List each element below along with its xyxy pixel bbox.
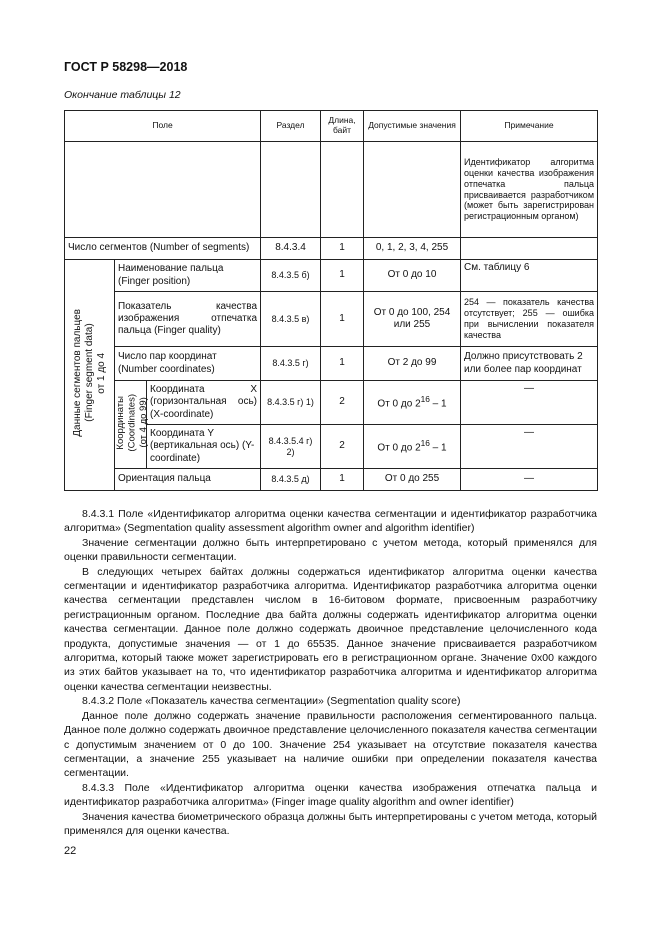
cell-field: Наименование пальца (Finger position) <box>115 260 261 292</box>
allowed-base: От 0 до 2 <box>377 442 421 454</box>
cell-field: Координата Y (вертикальная ось) (Y-coordinate) <box>147 425 261 469</box>
header-note: Примечание <box>461 111 598 142</box>
table-row <box>65 381 598 425</box>
cell-allowed: 0, 1, 2, 3, 4, 255 <box>364 238 461 260</box>
table-caption: Окончание таблицы 12 <box>64 89 181 101</box>
paragraph: Данное поле должно содержать значение правильности расположения сегментированного пальца. Данное поле должно содержать двоичное представление целочисленного показателя качества сегментации с допустимым значением от 0 до 100. Значение 254 указывает на отсутствие показателя качества сегментации, а значение 255 указывает на наличие ошибки при определении показателя качества сегментации. <box>64 709 597 780</box>
cell-length: 1 <box>321 292 364 347</box>
cell-note-empty <box>461 238 598 260</box>
cell-allowed <box>364 381 461 425</box>
cell-allowed <box>364 425 461 469</box>
cell-length: 1 <box>321 347 364 381</box>
paragraph: Значение сегментации должно быть интерпретировано с учетом метода, который применялся для оценки правильности сегментации. <box>64 536 597 564</box>
cell-field: Показатель качества изображения отпечатка пальца (Finger quality) <box>115 292 261 347</box>
standard-title: ГОСТ Р 58298—2018 <box>64 60 188 74</box>
allowed-base: От 0 до 2 <box>377 398 421 410</box>
allowed-exponent: 16 <box>420 438 430 449</box>
cell-length: 1 <box>321 260 364 292</box>
paragraph: В следующих четырех байтах должны содержаться идентификатор алгоритма оценки качества сегментации и идентификатор разработчика алгоритма. Идентификатор разработчика алгоритма оценки качества сегментации представлен числом в 16-битовом формате, присвоенным разработчику регистрационным органом. Последние два байта должны содержать идентификатор алгоритма оценки качества сегментации. Данное поле должно содержать двоичное представление целочисленного кода продукта, допустимые значения — от 1 до 65535. Данное значение присваивается разработчиком алгоритма, который также может зарегистрировать его в регистрационном органе. Значение 0х00 каждого из этих байтов указывает на то, что идентификатор разработчика алгоритма и идентификатор алгоритма оценки качества сегментации неизвестны. <box>64 565 597 693</box>
allowed-tail: – 1 <box>429 398 447 410</box>
cell-allowed-empty <box>364 142 461 238</box>
cell-note: 254 — показатель качества отсутствует; 255 — ошибка при вычислении показателя качества <box>461 292 598 347</box>
header-allowed: Допустимые значения <box>364 111 461 142</box>
cell-field: Координата X (горизонтальная ось) (X-coordinate) <box>147 381 261 425</box>
cell-note: — <box>461 381 598 425</box>
cell-note: — <box>461 425 598 469</box>
finger-segment-group-label <box>65 260 115 491</box>
cell-allowed: От 2 до 99 <box>364 347 461 381</box>
group-label-line: Данные сегментов пальцев <box>71 309 83 437</box>
cell-note: См. таблицу 6 <box>461 260 598 292</box>
cell-field: Ориентация пальца <box>115 469 261 491</box>
fields-table <box>64 110 598 491</box>
paragraph: Значения качества биометрического образца должны быть интерпретированы с учетом метода, который применялся для оценки качества. <box>64 810 597 837</box>
cell-note: Должно присутствовать 2 или более пар координат <box>461 347 598 381</box>
table-row <box>65 260 598 292</box>
cell-allowed: От 0 до 100, 254 или 255 <box>364 292 461 347</box>
section-heading: 8.4.3.3 Поле «Идентификатор алгоритма оценки качества изображения отпечатка пальца и идентификатор разработчика алгоритма» (Finger image quality algorithm and owner identifier) <box>64 781 597 809</box>
coord-label-line: (от 4 до 99) <box>137 397 149 448</box>
header-section: Раздел <box>261 111 321 142</box>
group-label-line: (Finger segment data) <box>83 323 95 423</box>
coordinates-group-label <box>115 381 147 469</box>
allowed-exponent: 16 <box>420 394 430 405</box>
page-number: 22 <box>64 845 77 857</box>
cell-section: 8.4.3.5 б) <box>261 260 321 292</box>
table-row <box>65 347 598 381</box>
cell-section: 8.4.3.5 д) <box>261 469 321 491</box>
table-row <box>65 142 598 238</box>
coord-label-line: (Coordinates) <box>126 393 138 452</box>
cell-allowed: От 0 до 10 <box>364 260 461 292</box>
cell-section: 8.4.3.5 г) <box>261 347 321 381</box>
cell-field: Число сегментов (Number of segments) <box>65 238 261 260</box>
cell-length: 2 <box>321 425 364 469</box>
table-header-row <box>65 111 598 142</box>
body-text <box>64 507 597 838</box>
header-field: Поле <box>65 111 261 142</box>
allowed-tail: – 1 <box>429 442 447 454</box>
cell-note: — <box>461 469 598 491</box>
cell-note: Идентификатор алгоритма оценки качества изображения отпечатка пальца присваивается разработчиком (может быть зарегистрирован регистрационным органом) <box>461 142 598 238</box>
cell-allowed: От 0 до 255 <box>364 469 461 491</box>
section-heading: 8.4.3.2 Поле «Показатель качества сегментации» (Segmentation quality score) <box>82 695 461 708</box>
table-row <box>65 292 598 347</box>
cell-section: 8.4.3.4 <box>261 238 321 260</box>
cell-length: 1 <box>321 469 364 491</box>
cell-field: Число пар координат (Number coordinates) <box>115 347 261 381</box>
cell-field-empty <box>65 142 261 238</box>
cell-section-empty <box>261 142 321 238</box>
table-row <box>65 469 598 491</box>
group-label-line: от 1 до 4 <box>95 352 107 394</box>
cell-length-empty <box>321 142 364 238</box>
cell-length: 1 <box>321 238 364 260</box>
cell-section: 8.4.3.5 г) 1) <box>261 381 321 425</box>
cell-section: 8.4.3.5.4 г) 2) <box>261 425 321 469</box>
header-length: Длина, байт <box>321 111 364 142</box>
cell-length: 2 <box>321 381 364 425</box>
coord-label-line: Координаты <box>115 395 126 450</box>
cell-section: 8.4.3.5 в) <box>261 292 321 347</box>
table-row <box>65 238 598 260</box>
section-heading: 8.4.3.1 Поле «Идентификатор алгоритма оценки качества сегментации и идентификатор разработчика алгоритма» (Segmentation quality assessment algorithm owner and algorithm identifier) <box>64 508 597 535</box>
